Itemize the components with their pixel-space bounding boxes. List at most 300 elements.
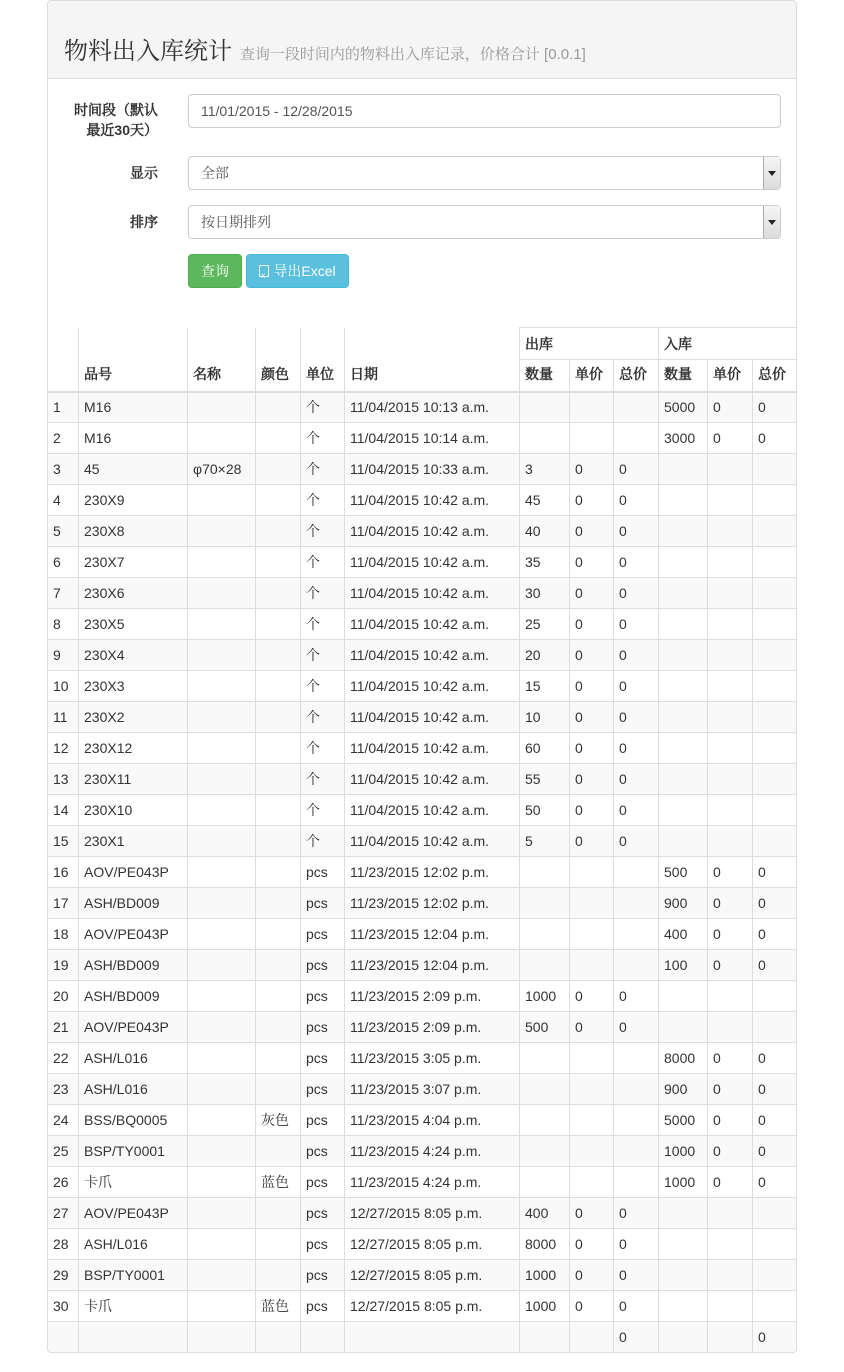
table-cell: pcs xyxy=(301,919,345,950)
stats-panel xyxy=(47,0,797,1353)
table-cell xyxy=(708,981,753,1012)
table-cell: pcs xyxy=(301,1291,345,1322)
table-cell: 0 xyxy=(753,1167,798,1198)
table-cell: 18 xyxy=(48,919,79,950)
table-row xyxy=(48,671,798,702)
table-cell: 0 xyxy=(570,547,614,578)
table-cell xyxy=(256,981,301,1012)
table-cell: 0 xyxy=(614,578,659,609)
table-cell: 6 xyxy=(48,547,79,578)
table-cell xyxy=(188,702,256,733)
table-cell xyxy=(520,423,570,454)
table-cell: 10 xyxy=(520,702,570,733)
query-button[interactable]: 查询 xyxy=(188,254,242,288)
table-cell xyxy=(188,857,256,888)
table-row xyxy=(48,609,798,640)
table-cell xyxy=(659,1198,708,1229)
table-cell xyxy=(753,609,798,640)
chevron-down-icon[interactable] xyxy=(763,157,780,189)
table-cell: 11/04/2015 10:42 a.m. xyxy=(345,578,520,609)
table-cell xyxy=(659,454,708,485)
table-cell xyxy=(753,454,798,485)
table-cell: 9 xyxy=(48,640,79,671)
table-cell: 11/04/2015 10:42 a.m. xyxy=(345,671,520,702)
table-cell: 1000 xyxy=(520,981,570,1012)
table-cell: 11/04/2015 10:42 a.m. xyxy=(345,640,520,671)
table-cell: 0 xyxy=(614,1322,659,1353)
table-cell: 0 xyxy=(570,671,614,702)
table-row xyxy=(48,485,798,516)
table-cell: 900 xyxy=(659,1074,708,1105)
table-cell xyxy=(256,826,301,857)
table-cell xyxy=(256,516,301,547)
table-cell: 29 xyxy=(48,1260,79,1291)
table-cell xyxy=(753,733,798,764)
table-cell xyxy=(188,1322,256,1353)
table-cell xyxy=(570,1043,614,1074)
table-cell: 11/04/2015 10:42 a.m. xyxy=(345,516,520,547)
table-cell: 1000 xyxy=(520,1291,570,1322)
table-cell: pcs xyxy=(301,981,345,1012)
table-cell: 个 xyxy=(301,795,345,826)
table-cell xyxy=(188,1105,256,1136)
table-cell: 0 xyxy=(570,795,614,826)
table-cell: 0 xyxy=(753,1136,798,1167)
period-label xyxy=(48,100,158,140)
table-cell xyxy=(753,671,798,702)
table-cell: 0 xyxy=(708,888,753,919)
table-row xyxy=(48,702,798,733)
table-cell: 0 xyxy=(614,1291,659,1322)
column-header: 总价 xyxy=(614,360,659,392)
period-label-line2: 最近30天） xyxy=(86,122,158,138)
table-row xyxy=(48,1167,798,1198)
table-row xyxy=(48,392,798,423)
table-cell: 0 xyxy=(614,702,659,733)
table-cell: 30 xyxy=(48,1291,79,1322)
table-cell: 5 xyxy=(48,516,79,547)
table-cell xyxy=(614,423,659,454)
table-cell xyxy=(708,609,753,640)
page-subtitle: 查询一段时间内的物料出入库记录，价格合计 [0.0.1] xyxy=(239,46,586,63)
table-cell xyxy=(256,1322,301,1353)
table-cell xyxy=(256,1198,301,1229)
table-cell: 灰色 xyxy=(256,1105,301,1136)
table-cell: 0 xyxy=(614,1260,659,1291)
table-row xyxy=(48,857,798,888)
table-cell: 0 xyxy=(614,1198,659,1229)
table-cell: 1000 xyxy=(659,1167,708,1198)
table-cell xyxy=(188,640,256,671)
table-cell xyxy=(188,1229,256,1260)
table-cell: 20 xyxy=(48,981,79,1012)
table-cell xyxy=(659,1322,708,1353)
table-cell: 900 xyxy=(659,888,708,919)
table-cell: 0 xyxy=(570,733,614,764)
table-cell: pcs xyxy=(301,1167,345,1198)
table-cell xyxy=(570,392,614,423)
group-header-in: 入库 xyxy=(659,328,798,360)
excel-file-icon xyxy=(259,265,269,277)
table-cell: 0 xyxy=(753,1322,798,1353)
table-cell xyxy=(520,1074,570,1105)
table-cell xyxy=(659,1260,708,1291)
table-cell: 12/27/2015 8:05 p.m. xyxy=(345,1198,520,1229)
column-header: 数量 xyxy=(520,360,570,392)
table-cell xyxy=(256,795,301,826)
table-cell xyxy=(708,1012,753,1043)
table-cell xyxy=(753,764,798,795)
table-cell: 个 xyxy=(301,454,345,485)
table-cell xyxy=(188,1043,256,1074)
sort-select[interactable] xyxy=(188,205,781,239)
table-cell: 12/27/2015 8:05 p.m. xyxy=(345,1229,520,1260)
table-cell: 230X1 xyxy=(79,826,188,857)
query-form xyxy=(48,79,796,327)
table-cell xyxy=(520,919,570,950)
table-cell xyxy=(188,392,256,423)
table-cell xyxy=(256,764,301,795)
table-cell xyxy=(256,454,301,485)
table-cell: 11/23/2015 3:07 p.m. xyxy=(345,1074,520,1105)
table-cell: 20 xyxy=(520,640,570,671)
table-cell xyxy=(614,1043,659,1074)
table-cell: pcs xyxy=(301,1198,345,1229)
table-cell: 0 xyxy=(570,826,614,857)
table-cell xyxy=(256,919,301,950)
table-cell: 3 xyxy=(48,454,79,485)
table-group-header xyxy=(48,328,798,360)
table-cell: 0 xyxy=(614,640,659,671)
table-cell xyxy=(659,1291,708,1322)
table-cell: 11/23/2015 4:24 p.m. xyxy=(345,1167,520,1198)
table-cell: 0 xyxy=(614,826,659,857)
table-cell xyxy=(256,888,301,919)
table-cell: 0 xyxy=(708,423,753,454)
table-cell: 0 xyxy=(753,1105,798,1136)
table-cell xyxy=(256,423,301,454)
table-cell: 500 xyxy=(659,857,708,888)
table-cell xyxy=(614,1105,659,1136)
table-cell xyxy=(256,1074,301,1105)
table-cell: 11/23/2015 3:05 p.m. xyxy=(345,1043,520,1074)
table-cell: 0 xyxy=(708,1043,753,1074)
table-cell: 7 xyxy=(48,578,79,609)
table-cell xyxy=(708,764,753,795)
table-cell xyxy=(659,516,708,547)
column-header: 单位 xyxy=(301,360,345,392)
table-cell: 0 xyxy=(753,888,798,919)
table-cell xyxy=(708,1260,753,1291)
table-cell xyxy=(188,1260,256,1291)
table-cell: 11 xyxy=(48,702,79,733)
table-cell: 蓝色 xyxy=(256,1291,301,1322)
table-cell: 0 xyxy=(570,454,614,485)
table-cell xyxy=(708,1229,753,1260)
table-row xyxy=(48,1291,798,1322)
table-cell: 13 xyxy=(48,764,79,795)
table-cell: 28 xyxy=(48,1229,79,1260)
column-header: 品号 xyxy=(79,360,188,392)
table-cell: 3000 xyxy=(659,423,708,454)
table-cell: 0 xyxy=(614,547,659,578)
table-cell: 230X11 xyxy=(79,764,188,795)
table-cell xyxy=(659,826,708,857)
table-cell xyxy=(708,733,753,764)
table-cell: 0 xyxy=(570,485,614,516)
table-cell xyxy=(659,981,708,1012)
table-cell xyxy=(188,764,256,795)
table-cell: 24 xyxy=(48,1105,79,1136)
table-cell: 11/23/2015 12:04 p.m. xyxy=(345,950,520,981)
table-cell xyxy=(753,578,798,609)
table-cell: ASH/L016 xyxy=(79,1043,188,1074)
table-cell xyxy=(520,1043,570,1074)
table-cell xyxy=(188,485,256,516)
table-cell xyxy=(659,1012,708,1043)
table-cell: 个 xyxy=(301,640,345,671)
table-cell: 230X9 xyxy=(79,485,188,516)
table-cell xyxy=(708,1291,753,1322)
table-row xyxy=(48,795,798,826)
table-cell xyxy=(301,1322,345,1353)
table-cell xyxy=(188,733,256,764)
table-cell: 14 xyxy=(48,795,79,826)
export-excel-button[interactable] xyxy=(246,254,349,288)
table-cell: M16 xyxy=(79,392,188,423)
table-cell: ASH/L016 xyxy=(79,1229,188,1260)
table-cell: 0 xyxy=(570,640,614,671)
column-header: 名称 xyxy=(188,360,256,392)
table-cell: ASH/L016 xyxy=(79,1074,188,1105)
table-cell xyxy=(188,547,256,578)
table-cell xyxy=(256,392,301,423)
table-row xyxy=(48,454,798,485)
table-row xyxy=(48,888,798,919)
table-cell: 0 xyxy=(708,857,753,888)
table-cell xyxy=(614,950,659,981)
table-cell: 11/23/2015 2:09 p.m. xyxy=(345,1012,520,1043)
table-cell: 11/04/2015 10:42 a.m. xyxy=(345,733,520,764)
table-cell: 12/27/2015 8:05 p.m. xyxy=(345,1291,520,1322)
table-cell: 12 xyxy=(48,733,79,764)
table-cell: 0 xyxy=(753,1074,798,1105)
table-cell: 0 xyxy=(570,764,614,795)
table-cell: 17 xyxy=(48,888,79,919)
table-cell: AOV/PE043P xyxy=(79,857,188,888)
table-cell: 0 xyxy=(614,981,659,1012)
table-cell: 卡爪 xyxy=(79,1167,188,1198)
table-cell xyxy=(614,919,659,950)
table-cell: 0 xyxy=(614,1229,659,1260)
table-cell: 12/27/2015 8:05 p.m. xyxy=(345,1260,520,1291)
period-input[interactable]: 11/01/2015 - 12/28/2015 xyxy=(188,94,781,128)
table-cell: 45 xyxy=(520,485,570,516)
table-cell xyxy=(256,702,301,733)
table-cell: ASH/BD009 xyxy=(79,981,188,1012)
table-cell: 22 xyxy=(48,1043,79,1074)
table-cell: 0 xyxy=(753,950,798,981)
table-cell: 230X12 xyxy=(79,733,188,764)
table-cell: 16 xyxy=(48,857,79,888)
table-cell xyxy=(256,1012,301,1043)
table-cell: 11/04/2015 10:42 a.m. xyxy=(345,609,520,640)
table-cell: 11/23/2015 2:09 p.m. xyxy=(345,981,520,1012)
table-cell: 0 xyxy=(614,485,659,516)
table-row xyxy=(48,950,798,981)
table-cell: 0 xyxy=(753,1043,798,1074)
table-cell: 21 xyxy=(48,1012,79,1043)
table-cell: 0 xyxy=(753,392,798,423)
table-cell: 0 xyxy=(614,671,659,702)
table-cell xyxy=(256,1043,301,1074)
table-cell xyxy=(188,516,256,547)
group-header-out: 出库 xyxy=(520,328,659,360)
table-cell: 11/23/2015 12:02 p.m. xyxy=(345,857,520,888)
table-cell xyxy=(256,857,301,888)
table-row xyxy=(48,1043,798,1074)
table-cell xyxy=(48,1322,79,1353)
table-cell: 19 xyxy=(48,950,79,981)
table-cell xyxy=(256,1260,301,1291)
table-cell: 35 xyxy=(520,547,570,578)
table-cell xyxy=(659,795,708,826)
table-cell: 1000 xyxy=(520,1260,570,1291)
table-cell xyxy=(188,1074,256,1105)
table-cell xyxy=(520,857,570,888)
table-cell: 个 xyxy=(301,733,345,764)
table-cell xyxy=(614,1136,659,1167)
table-row xyxy=(48,423,798,454)
table-row xyxy=(48,1229,798,1260)
table-cell: pcs xyxy=(301,1229,345,1260)
table-cell: 0 xyxy=(570,609,614,640)
table-cell xyxy=(753,485,798,516)
table-cell xyxy=(188,795,256,826)
table-cell: 55 xyxy=(520,764,570,795)
table-cell: 0 xyxy=(708,1167,753,1198)
table-row xyxy=(48,919,798,950)
table-cell: pcs xyxy=(301,1260,345,1291)
table-cell: 25 xyxy=(520,609,570,640)
table-cell: 45 xyxy=(79,454,188,485)
table-cell: pcs xyxy=(301,1136,345,1167)
table-row xyxy=(48,1105,798,1136)
table-cell: 蓝色 xyxy=(256,1167,301,1198)
table-cell xyxy=(708,578,753,609)
table-cell: 8000 xyxy=(520,1229,570,1260)
table-cell xyxy=(659,733,708,764)
table-cell: AOV/PE043P xyxy=(79,919,188,950)
table-cell xyxy=(188,423,256,454)
table-cell xyxy=(614,888,659,919)
display-select[interactable] xyxy=(188,156,781,190)
page-title: 物料出入库统计 xyxy=(64,38,232,65)
table-cell xyxy=(188,1291,256,1322)
table-cell: ASH/BD009 xyxy=(79,950,188,981)
table-cell xyxy=(659,578,708,609)
table-cell xyxy=(753,1012,798,1043)
table-cell xyxy=(659,609,708,640)
table-cell: 0 xyxy=(753,857,798,888)
table-cell xyxy=(570,1167,614,1198)
table-cell xyxy=(708,516,753,547)
table-cell xyxy=(659,547,708,578)
table-cell: 0 xyxy=(614,764,659,795)
sort-label: 排序 xyxy=(130,214,158,230)
table-cell xyxy=(753,795,798,826)
table-cell: BSP/TY0001 xyxy=(79,1136,188,1167)
period-label-line1: 时间段（默认 xyxy=(74,102,158,118)
table-cell: 230X2 xyxy=(79,702,188,733)
table-cell xyxy=(708,547,753,578)
table-cell: 0 xyxy=(570,1260,614,1291)
table-cell xyxy=(188,1012,256,1043)
table-cell xyxy=(570,950,614,981)
table-cell xyxy=(570,1074,614,1105)
table-cell: AOV/PE043P xyxy=(79,1198,188,1229)
table-cell: 27 xyxy=(48,1198,79,1229)
sort-select-value: 按日期排列 xyxy=(201,214,271,230)
table-cell xyxy=(708,454,753,485)
table-cell xyxy=(659,702,708,733)
table-row xyxy=(48,764,798,795)
table-cell: 个 xyxy=(301,826,345,857)
table-cell xyxy=(520,888,570,919)
table-cell: 11/04/2015 10:42 a.m. xyxy=(345,826,520,857)
table-row xyxy=(48,981,798,1012)
table-cell: M16 xyxy=(79,423,188,454)
table-cell xyxy=(256,950,301,981)
table-cell: 11/04/2015 10:13 a.m. xyxy=(345,392,520,423)
table-cell xyxy=(659,764,708,795)
table-cell xyxy=(753,1229,798,1260)
table-cell xyxy=(188,981,256,1012)
column-header xyxy=(48,360,79,392)
column-header: 总价 xyxy=(753,360,798,392)
table-cell xyxy=(614,857,659,888)
table-cell xyxy=(708,671,753,702)
table-cell: 11/04/2015 10:42 a.m. xyxy=(345,547,520,578)
table-cell xyxy=(520,1167,570,1198)
table-cell: 0 xyxy=(614,454,659,485)
column-header: 单价 xyxy=(708,360,753,392)
table-cell: 230X8 xyxy=(79,516,188,547)
table-cell xyxy=(659,671,708,702)
table-cell xyxy=(708,826,753,857)
table-cell: 个 xyxy=(301,702,345,733)
table-cell: 11/23/2015 4:04 p.m. xyxy=(345,1105,520,1136)
table-cell xyxy=(256,1136,301,1167)
table-cell: 11/04/2015 10:42 a.m. xyxy=(345,764,520,795)
table-cell xyxy=(753,826,798,857)
table-cell: 0 xyxy=(570,981,614,1012)
table-cell: pcs xyxy=(301,1012,345,1043)
table-row xyxy=(48,1198,798,1229)
column-header: 颜色 xyxy=(256,360,301,392)
table-cell xyxy=(345,1322,520,1353)
table-cell: 230X6 xyxy=(79,578,188,609)
chevron-down-icon[interactable] xyxy=(763,206,780,238)
table-cell: 0 xyxy=(570,516,614,547)
table-cell: BSS/BQ0005 xyxy=(79,1105,188,1136)
table-cell: 0 xyxy=(570,578,614,609)
table-cell: 1000 xyxy=(659,1136,708,1167)
table-cell: 0 xyxy=(570,1198,614,1229)
table-cell xyxy=(256,547,301,578)
table-cell: 0 xyxy=(753,423,798,454)
table-row xyxy=(48,826,798,857)
